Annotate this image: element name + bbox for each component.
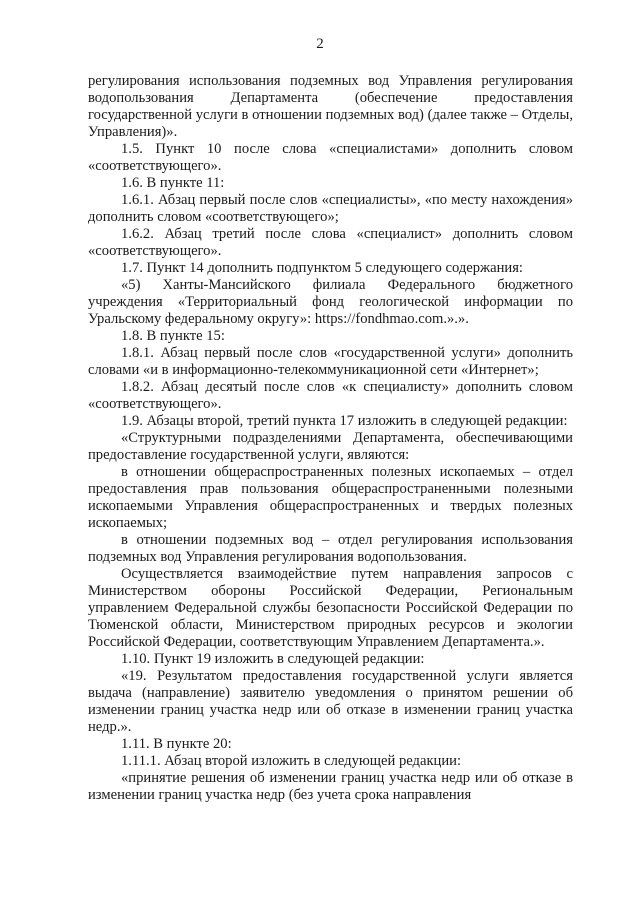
paragraph: «принятие решения об изменении границ участка недр или об отказе в изменении границ участка недр (без учета срока направления [88,770,573,803]
paragraph: в отношении общераспространенных полезных ископаемых – отдел предоставления прав пользования общераспространенными полезными ископаемыми Управления общераспространенных и твердых полезных ископаемых; [88,464,573,531]
paragraph: 1.6.1. Абзац первый после слов «специалисты», «по месту нахождения» дополнить словом «соответствующего»; [88,192,573,225]
paragraph: «19. Результатом предоставления государственной услуги является выдача (направление) заявителю уведомления о принятом решении об изменении границ участка недр или об отказе в изменении границ участка недр.». [88,668,573,735]
paragraph: 1.8. В пункте 15: [121,328,225,344]
document-body [88,73,573,804]
paragraph: 1.11. В пункте 20: [121,736,232,752]
paragraph: регулирования использования подземных вод Управления регулирования водопользования Департамента (обеспечение предоставления государственной услуги в отношении подземных вод) (далее также – Отделы, Управления)». [88,73,573,140]
paragraph: «5) Ханты-Мансийского филиала Федерального бюджетного учреждения «Территориальный фонд геологической информации по Уральскому федеральному округу»: https://fondhmao.com.».». [88,277,573,327]
paragraph: 1.11.1. Абзац второй изложить в следующей редакции: [121,753,462,769]
paragraph: Осуществляется взаимодействие путем направления запросов с Министерством обороны Российской Федерации, Региональным управлением Федеральной службы безопасности Российской Федерации по Тюменской области, Министерством природных ресурсов и экологии Российской Федерации, соответствующим Управлением Департамента.». [88,566,573,650]
paragraph: 1.8.1. Абзац первый после слов «государственной услуги» дополнить словами «и в информационно-телекоммуникационной сети «Интернет»; [88,345,573,378]
paragraph: 1.10. Пункт 19 изложить в следующей редакции: [121,651,425,667]
paragraph: 1.9. Абзацы второй, третий пункта 17 изложить в следующей редакции: [121,413,568,429]
paragraph: 1.7. Пункт 14 дополнить подпунктом 5 следующего содержания: [121,260,523,276]
paragraph: «Структурными подразделениями Департамента, обеспечивающими предоставление государственной услуги, являются: [88,430,573,463]
page-number: 2 [316,36,324,52]
paragraph: 1.6. В пункте 11: [121,175,225,191]
paragraph: 1.8.2. Абзац десятый после слов «к специалисту» дополнить словом «соответствующего». [88,379,573,412]
paragraph: в отношении подземных вод – отдел регулирования использования подземных вод Управления регулирования водопользования. [88,532,573,565]
paragraph: 1.5. Пункт 10 после слова «специалистами» дополнить словом «соответствующего». [88,141,573,174]
paragraph: 1.6.2. Абзац третий после слова «специалист» дополнить словом «соответствующего». [88,226,573,259]
